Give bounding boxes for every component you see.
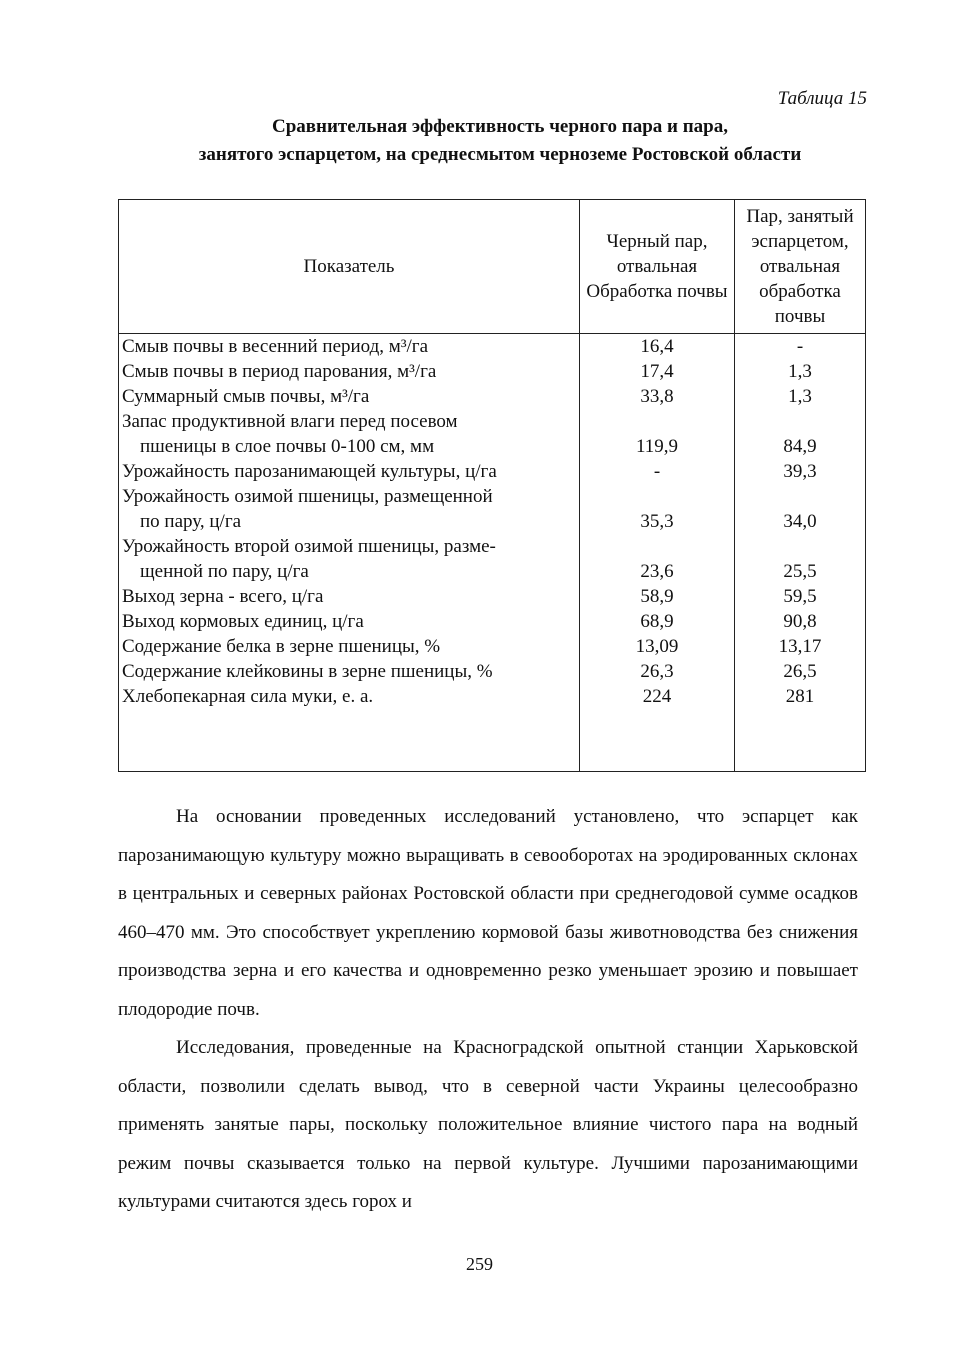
row-label: Выход зерна - всего, ц/га — [119, 584, 580, 609]
row-value-sainfoin: 59,5 — [783, 586, 817, 607]
table-row — [119, 634, 866, 659]
row-value-black: 33,8 — [580, 384, 735, 409]
table-row — [119, 659, 866, 684]
row-label-line-2: по пару, ц/га — [140, 511, 242, 532]
row-label-line-1: Урожайность второй озимой пшеницы, разме- — [122, 536, 496, 557]
header-black-fallow: Черный пар, отвальная Обработка почвы — [580, 200, 735, 334]
row-label — [119, 409, 580, 459]
row-value-black: 58,9 — [580, 584, 735, 609]
table-row — [119, 534, 866, 584]
row-value-sainfoin: 90,8 — [783, 611, 817, 632]
body-text — [118, 798, 858, 1222]
row-value-sainfoin: 1,3 — [788, 386, 812, 407]
table-row — [119, 459, 866, 484]
table-caption: Таблица 15 — [777, 88, 867, 109]
row-label-line-2: пшеницы в слое почвы 0-100 см, мм — [140, 436, 435, 457]
row-value-sainfoin: 26,5 — [783, 661, 817, 682]
row-value-sainfoin: - — [796, 336, 804, 357]
row-label: Содержание белка в зерне пшеницы, % — [119, 634, 580, 659]
row-label-line-2: щенной по пару, ц/га — [140, 561, 309, 582]
row-value-black: 224 — [580, 684, 735, 709]
row-value-sainfoin: 39,3 — [783, 461, 817, 482]
row-value-sainfoin: 281 — [785, 686, 815, 707]
table-header-row — [119, 200, 866, 334]
table-row — [119, 409, 866, 459]
table-row — [119, 359, 866, 384]
row-value-sainfoin: 13,17 — [778, 636, 822, 657]
row-value-black: 68,9 — [580, 609, 735, 634]
row-value-sainfoin: 34,0 — [783, 511, 817, 532]
table-row — [119, 584, 866, 609]
row-value-black: - — [580, 459, 735, 484]
comparison-table — [118, 199, 866, 772]
table-title-line-2: занятого эспарцетом, на среднесмытом черноземе Ростовской области — [198, 144, 802, 165]
table-row — [119, 334, 866, 360]
table-title-line-1: Сравнительная эффективность черного пара и пара, — [271, 116, 728, 137]
header-sainfoin-fallow: Пар, занятый эспарцетом, отвальная обработка почвы — [735, 200, 866, 334]
row-label: Урожайность парозанимающей культуры, ц/га — [119, 459, 580, 484]
row-value-sainfoin: 25,5 — [783, 561, 817, 582]
row-label — [119, 484, 580, 534]
row-value-black: 119,9 — [580, 409, 735, 459]
row-label — [119, 534, 580, 584]
row-label: Смыв почвы в весенний период, м³/га — [119, 334, 580, 360]
table-title — [100, 113, 900, 169]
row-value-black: 16,4 — [580, 334, 735, 360]
row-label: Суммарный смыв почвы, м³/га — [119, 384, 580, 409]
row-value-black: 23,6 — [580, 534, 735, 584]
table-row — [119, 484, 866, 534]
table-row — [119, 684, 866, 709]
page-number: 259 — [466, 1254, 493, 1274]
row-value-black: 17,4 — [580, 359, 735, 384]
row-value-black: 13,09 — [580, 634, 735, 659]
table-row — [119, 384, 866, 409]
paragraph-1: На основании проведенных исследований установлено, что эспарцет как парозанимающую культуру можно выращивать в севооборотах на эродированных склонах в центральных и северных районах Ростовской области при среднегодовой сумме осадков 460–470 мм. Это способствует укреплению кормовой базы животноводства без снижения производства зерна и его качества и одновременно резко уменьшает эрозию и повышает плодородие почв. — [118, 806, 858, 1020]
row-label-line-1: Урожайность озимой пшеницы, размещенной — [122, 486, 493, 507]
row-value-sainfoin: 1,3 — [788, 361, 812, 382]
row-value-black: 35,3 — [580, 484, 735, 534]
row-label-line-1: Запас продуктивной влаги перед посевом — [122, 411, 458, 432]
paragraph-2: Исследования, проведенные на Красноградской опытной станции Харьковской области, позволили сделать вывод, что в северной части Украины целесообразно применять занятые пары, поскольку положительное влияние чистого пара на водный режим почвы сказывается только на первой культуре. Лучшими парозанимающими культурами считаются здесь горох и — [118, 1037, 858, 1212]
row-value-black: 26,3 — [580, 659, 735, 684]
table-empty-row — [119, 709, 866, 772]
table-row — [119, 609, 866, 634]
header-indicator: Показатель — [119, 200, 580, 334]
row-label: Смыв почвы в период парования, м³/га — [119, 359, 580, 384]
row-label: Содержание клейковины в зерне пшеницы, % — [119, 659, 580, 684]
row-value-sainfoin: 84,9 — [783, 436, 817, 457]
row-label: Хлебопекарная сила муки, е. а. — [119, 684, 580, 709]
row-label: Выход кормовых единиц, ц/га — [119, 609, 580, 634]
